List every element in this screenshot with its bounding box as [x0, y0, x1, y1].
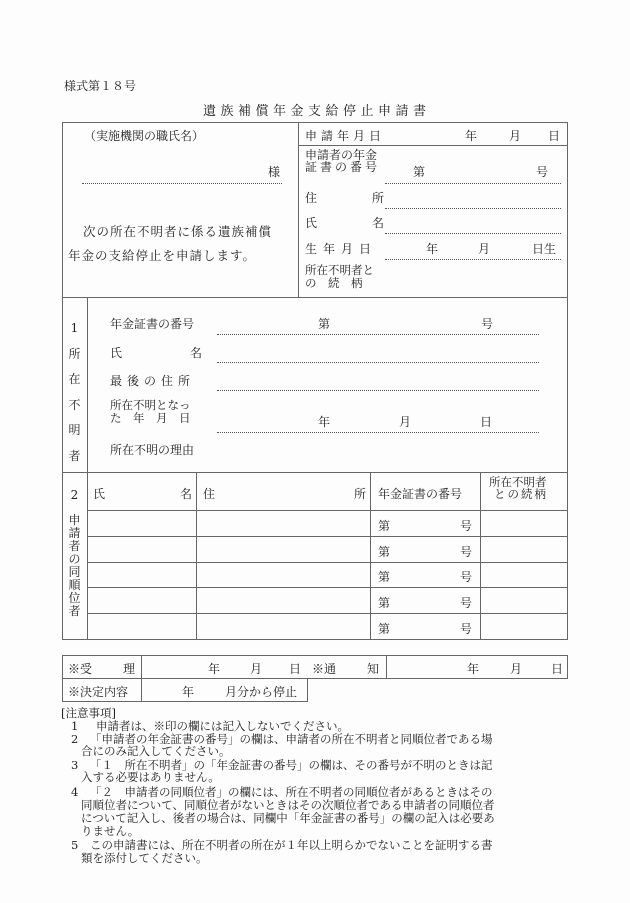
row-cert-suffix: 号 [460, 622, 473, 636]
note-line: 「１ 所在不明者」の「年金証書の番号」の欄は、その番号が不明のときは記 [90, 758, 493, 772]
decision-text: 月分から停止 [225, 685, 298, 699]
notes-heading: [注意事項] [61, 706, 116, 720]
section2-side-char: 請 [68, 526, 81, 540]
applicant-name-input-line[interactable] [385, 233, 561, 234]
statement-line1: 次の所在不明者に係る遺族補償 [83, 224, 273, 239]
section2-side-label [62, 514, 87, 618]
note-line: 同順位者について、同順位者がないときはその次順位者である申請者の同順位者 [81, 798, 495, 812]
note-line: 「申請者の年金証書の番号」の欄は、申請者の所在不明者と同順位者である場 [90, 732, 493, 746]
receipt-month[interactable]: 月 [250, 662, 263, 676]
divider [62, 297, 568, 298]
missing-reason-label: 所在不明の理由 [110, 443, 195, 457]
section1-side-label [62, 316, 87, 469]
applicant-birth-label: 生年月日 [305, 242, 378, 256]
notice-year[interactable]: 年 [467, 662, 480, 676]
application-date-label: 申請年月日 [305, 129, 386, 143]
divider [87, 613, 568, 614]
section1-side-char: 所 [68, 346, 81, 361]
note-line: 入する必要はありません。 [81, 770, 220, 784]
notice-month[interactable]: 月 [510, 662, 523, 676]
missing-date-month[interactable]: 月 [399, 415, 412, 429]
application-date-year[interactable]: 年 [465, 129, 478, 143]
divider [87, 562, 568, 563]
note-number: 2 [71, 732, 79, 746]
section1-side-char: 1 [70, 321, 79, 335]
applicant-birth-input-line[interactable] [385, 259, 561, 260]
row-cert-suffix: 号 [460, 596, 473, 610]
page-title: 遺族補償年金支給停止申請書 [203, 104, 431, 119]
applicant-birth-month[interactable]: 月 [478, 242, 491, 256]
missing-cert-input-line[interactable] [217, 334, 539, 335]
missing-date-day[interactable]: 日 [480, 415, 493, 429]
notice-label-a: ※通 [312, 662, 337, 676]
form-number: 様式第１８号 [64, 79, 137, 93]
col-header-name-a: 氏 [93, 487, 106, 501]
applicant-cert-suffix: 号 [536, 165, 549, 179]
applicant-address-label-a: 住 [305, 191, 318, 205]
col-header-address-b: 所 [354, 487, 367, 501]
missing-name-label-b: 名 [190, 346, 203, 360]
applicant-address-input-line[interactable] [385, 208, 561, 209]
receipt-year[interactable]: 年 [208, 662, 221, 676]
missing-date-label-1: 所在不明となっ [110, 398, 191, 412]
section2-side-char: 同 [68, 565, 81, 579]
missing-cert-label: 年金証書の番号 [110, 317, 195, 331]
addressee-label: （実施機関の職氏名） [84, 129, 205, 143]
decision-year[interactable]: 年 [182, 685, 195, 699]
missing-cert-prefix: 第 [318, 317, 331, 331]
divider [62, 472, 568, 473]
divider [87, 536, 568, 537]
note-line: について記入し、後者の場合は、同欄中「年金証書の番号」の欄の記入は必要あ [81, 811, 495, 825]
row-cert-prefix: 第 [378, 545, 391, 559]
missing-date-input-line[interactable] [217, 432, 539, 433]
row-cert-prefix: 第 [378, 622, 391, 636]
missing-name-input-line[interactable] [217, 362, 539, 363]
note-line: この申請書には、所在不明者の所在が１年以上明らかでないことを証明する書 [90, 838, 493, 852]
applicant-address-label-b: 所 [372, 191, 385, 205]
missing-address-input-line[interactable] [217, 390, 539, 391]
note-line: 合にのみ記入してください。 [81, 744, 231, 758]
section2-side-char: の [68, 552, 81, 566]
section2-side-char: 者 [68, 604, 81, 618]
row-cert-suffix: 号 [460, 570, 473, 584]
row-cert-prefix: 第 [378, 596, 391, 610]
note-line: 「２ 申請者の同順位者」の欄には、所在不明者の同順位者があるときはその [90, 785, 493, 799]
addressee-input-line[interactable] [82, 183, 282, 184]
receipt-label-a: ※受 [68, 662, 93, 676]
note-number: 5 [71, 838, 79, 852]
applicant-cert-input-line[interactable] [385, 183, 561, 184]
applicant-cert-prefix: 第 [413, 165, 426, 179]
section2-number: 2 [70, 488, 79, 502]
applicant-relation-label-1: 所在不明者と [305, 263, 374, 277]
statement-line2: 年金の支給停止を申請します。 [68, 248, 257, 263]
note-line: りません。 [81, 824, 140, 838]
missing-date-year[interactable]: 年 [318, 415, 331, 429]
row-cert-suffix: 号 [460, 545, 473, 559]
applicant-name-label-b: 名 [372, 216, 385, 230]
applicant-birth-day[interactable]: 日生 [532, 242, 557, 256]
section1-side-char: 明 [68, 423, 81, 437]
missing-last-address-label: 最後の住所 [110, 374, 196, 388]
section1-side-char: 在 [68, 372, 81, 386]
honorific-sama: 様 [268, 165, 281, 179]
applicant-cert-label-1: 申請者の年金 [305, 148, 378, 162]
section1-side-char: 者 [68, 448, 81, 463]
applicant-relation-label-2: の 続 柄 [305, 276, 363, 290]
divider [298, 145, 568, 146]
row-cert-prefix: 第 [378, 570, 391, 584]
divider [386, 655, 387, 679]
missing-date-label-2: た 年 月 日 [110, 411, 191, 425]
section2-side-char: 位 [68, 591, 81, 605]
divider [87, 510, 568, 511]
decision-label: ※決定内容 [68, 685, 129, 699]
divider [141, 655, 142, 701]
applicant-birth-year[interactable]: 年 [426, 242, 439, 256]
row-cert-suffix: 号 [460, 519, 473, 533]
section1-side-char: 不 [68, 397, 81, 412]
receipt-label-b: 理 [123, 662, 136, 676]
note-number: 4 [71, 785, 79, 799]
notice-day[interactable]: 日 [551, 662, 564, 676]
col-header-name-b: 名 [180, 487, 193, 501]
note-number: 3 [71, 758, 79, 772]
application-date-day[interactable]: 日 [548, 129, 561, 143]
note-line: 類を添付してください。 [81, 851, 208, 865]
note-line: 申請者は、※印の欄には記入しないでください。 [96, 719, 349, 733]
section2-side-char: 者 [68, 539, 81, 553]
missing-name-label-a: 氏 [110, 346, 123, 360]
row-cert-prefix: 第 [378, 519, 391, 533]
section2-side-char: 申 [68, 513, 81, 527]
section2-side-char: 順 [68, 578, 81, 592]
note-number: 1 [71, 719, 79, 733]
col-header-relation-1: 所在不明者 [489, 475, 547, 489]
col-header-relation-2: との続柄 [494, 487, 548, 501]
application-date-month[interactable]: 月 [509, 129, 522, 143]
col-header-cert: 年金証書の番号 [378, 487, 463, 501]
applicant-cert-label-2: 証書の番号 [305, 160, 381, 174]
notice-label-b: 知 [367, 662, 380, 676]
applicant-name-label-a: 氏 [305, 216, 318, 230]
divider [87, 587, 568, 588]
col-header-address-a: 住 [203, 487, 216, 501]
missing-cert-suffix: 号 [481, 317, 494, 331]
divider [298, 122, 299, 297]
receipt-day[interactable]: 日 [289, 662, 302, 676]
